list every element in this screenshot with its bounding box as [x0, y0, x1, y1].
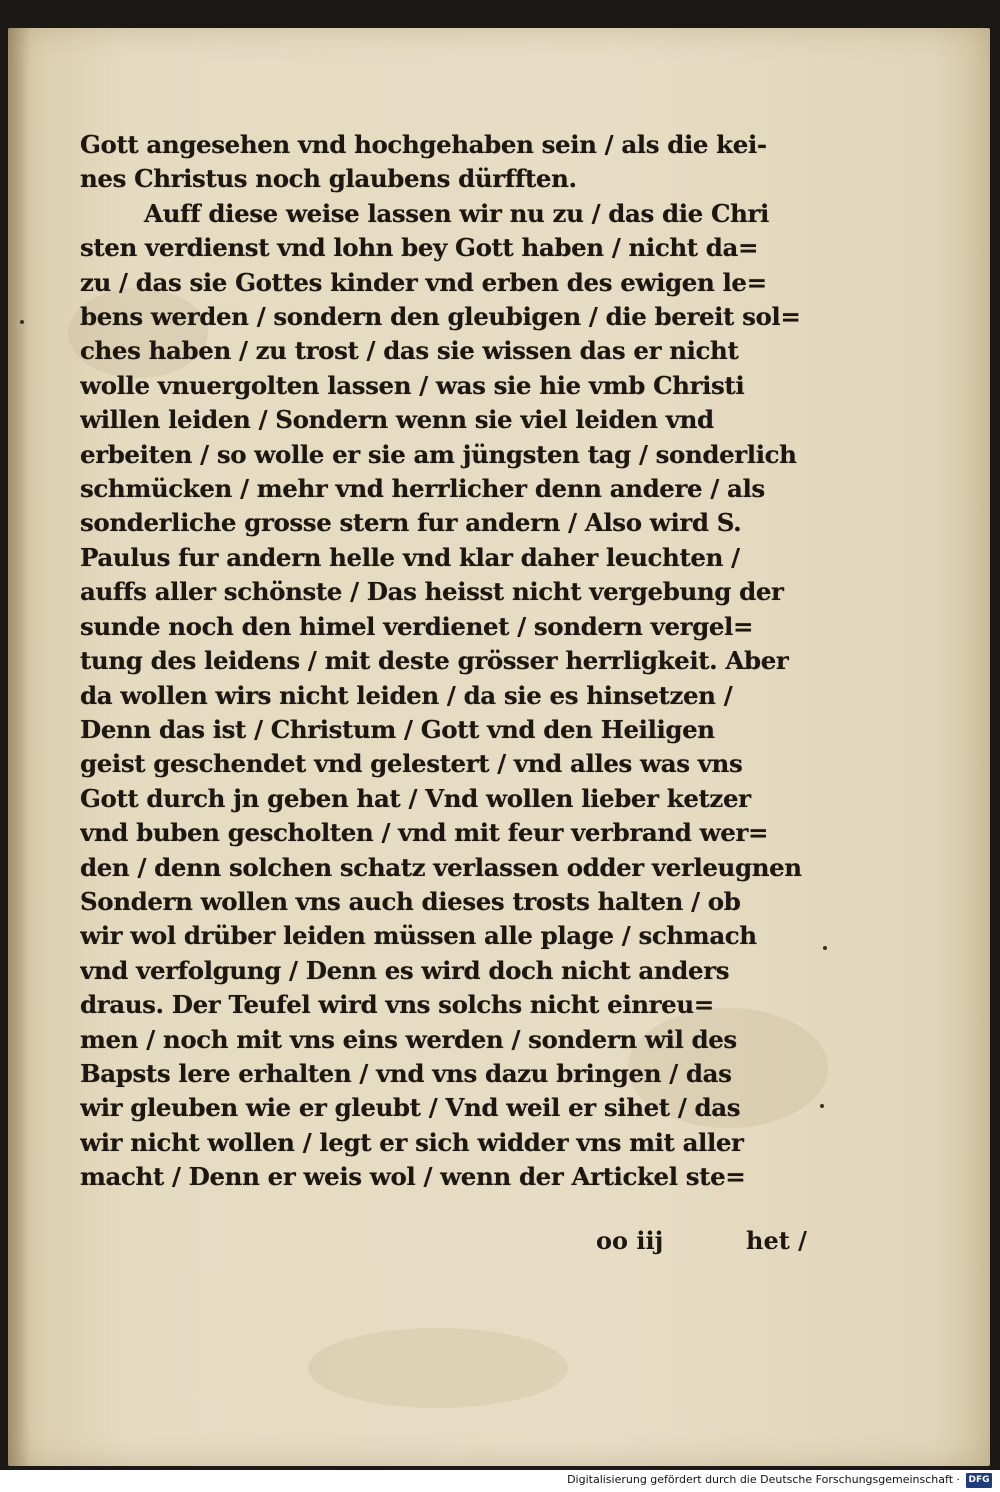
- text-line: Denn das ist / Christum / Gott vnd den Heiligen: [80, 714, 715, 744]
- text-line: zu / das sie Gottes kinder vnd erben des ewigen le=: [80, 267, 767, 297]
- text-line: vnd verfolgung / Denn es wird doch nicht anders: [80, 955, 730, 985]
- dfg-logo: DFG: [966, 1473, 992, 1488]
- spine-shadow: [8, 28, 30, 1466]
- text-line: wir wol drüber leiden müssen alle plage / schmach: [80, 921, 757, 951]
- text-line: vnd buben gescholten / vnd mit feur verbrand wer=: [80, 818, 769, 848]
- text-line: Gott angesehen vnd hochgehaben sein / als die kei-: [80, 130, 767, 159]
- text-line: Bapsts lere erhalten / vnd vns dazu bringen / das: [80, 1058, 732, 1088]
- text-line: geist geschendet vnd gelestert / vnd alles was vns: [80, 749, 743, 779]
- text-line: da wollen wirs nicht leiden / da sie es hinsetzen /: [80, 680, 733, 710]
- text-line: wolle vnuergolten lassen / was sie hie vmb Christi: [80, 370, 745, 400]
- text-line: ches haben / zu trost / das sie wissen das er nicht: [80, 336, 739, 366]
- text-line: men / noch mit vns eins werden / sondern wil des: [80, 1024, 737, 1054]
- catchword: het /: [746, 1226, 807, 1255]
- text-line: Paulus fur andern helle vnd klar daher leuchten /: [80, 542, 740, 572]
- text-line: tung des leidens / mit deste grösser herrligkeit. Aber: [80, 646, 789, 676]
- text-line: wir nicht wollen / legt er sich widder vns mit aller: [80, 1127, 744, 1157]
- page-text: [80, 128, 840, 1195]
- text-line: sonderliche grosse stern fur andern / Also wird S.: [80, 508, 742, 538]
- text-line: auffs aller schönste / Das heisst nicht vergebung der: [80, 577, 784, 607]
- text-line: wir gleuben wie er gleubt / Vnd weil er sihet / das: [80, 1093, 741, 1123]
- text-line: Auff diese weise lassen wir nu zu / das die Chri: [144, 198, 769, 228]
- text-line: den / denn solchen schatz verlassen odder verleugnen: [80, 852, 802, 882]
- margin-speck: [20, 320, 24, 324]
- text-line: draus. Der Teufel wird vns solchs nicht einreu=: [80, 990, 714, 1020]
- funding-credit: Digitalisierung gefördert durch die Deutsche Forschungsgemeinschaft ·: [567, 1473, 960, 1486]
- paper-stain: [308, 1328, 568, 1408]
- text-line: sunde noch den himel verdienet / sondern vergel=: [80, 611, 754, 641]
- text-line: bens werden / sondern den gleubigen / die bereit sol=: [80, 302, 801, 332]
- text-line: macht / Denn er weis wol / wenn der Artickel ste=: [80, 1162, 746, 1192]
- text-line: Gott durch jn geben hat / Vnd wollen lieber ketzer: [80, 783, 751, 813]
- text-line: schmücken / mehr vnd herrlicher denn andere / als: [80, 474, 765, 504]
- signature-mark: oo iij: [596, 1226, 664, 1255]
- book-page: [8, 28, 990, 1466]
- text-line: willen leiden / Sondern wenn sie viel leiden vnd: [80, 405, 714, 435]
- text-line: Sondern wollen vns auch dieses trosts halten / ob: [80, 886, 741, 916]
- text-line: sten verdienst vnd lohn bey Gott haben / nicht da=: [80, 233, 759, 263]
- text-line: nes Christus noch glaubens dürfften.: [80, 164, 577, 194]
- text-line: erbeiten / so wolle er sie am jüngsten tag / sonderlich: [80, 439, 797, 469]
- footer-bar: [0, 1470, 1000, 1492]
